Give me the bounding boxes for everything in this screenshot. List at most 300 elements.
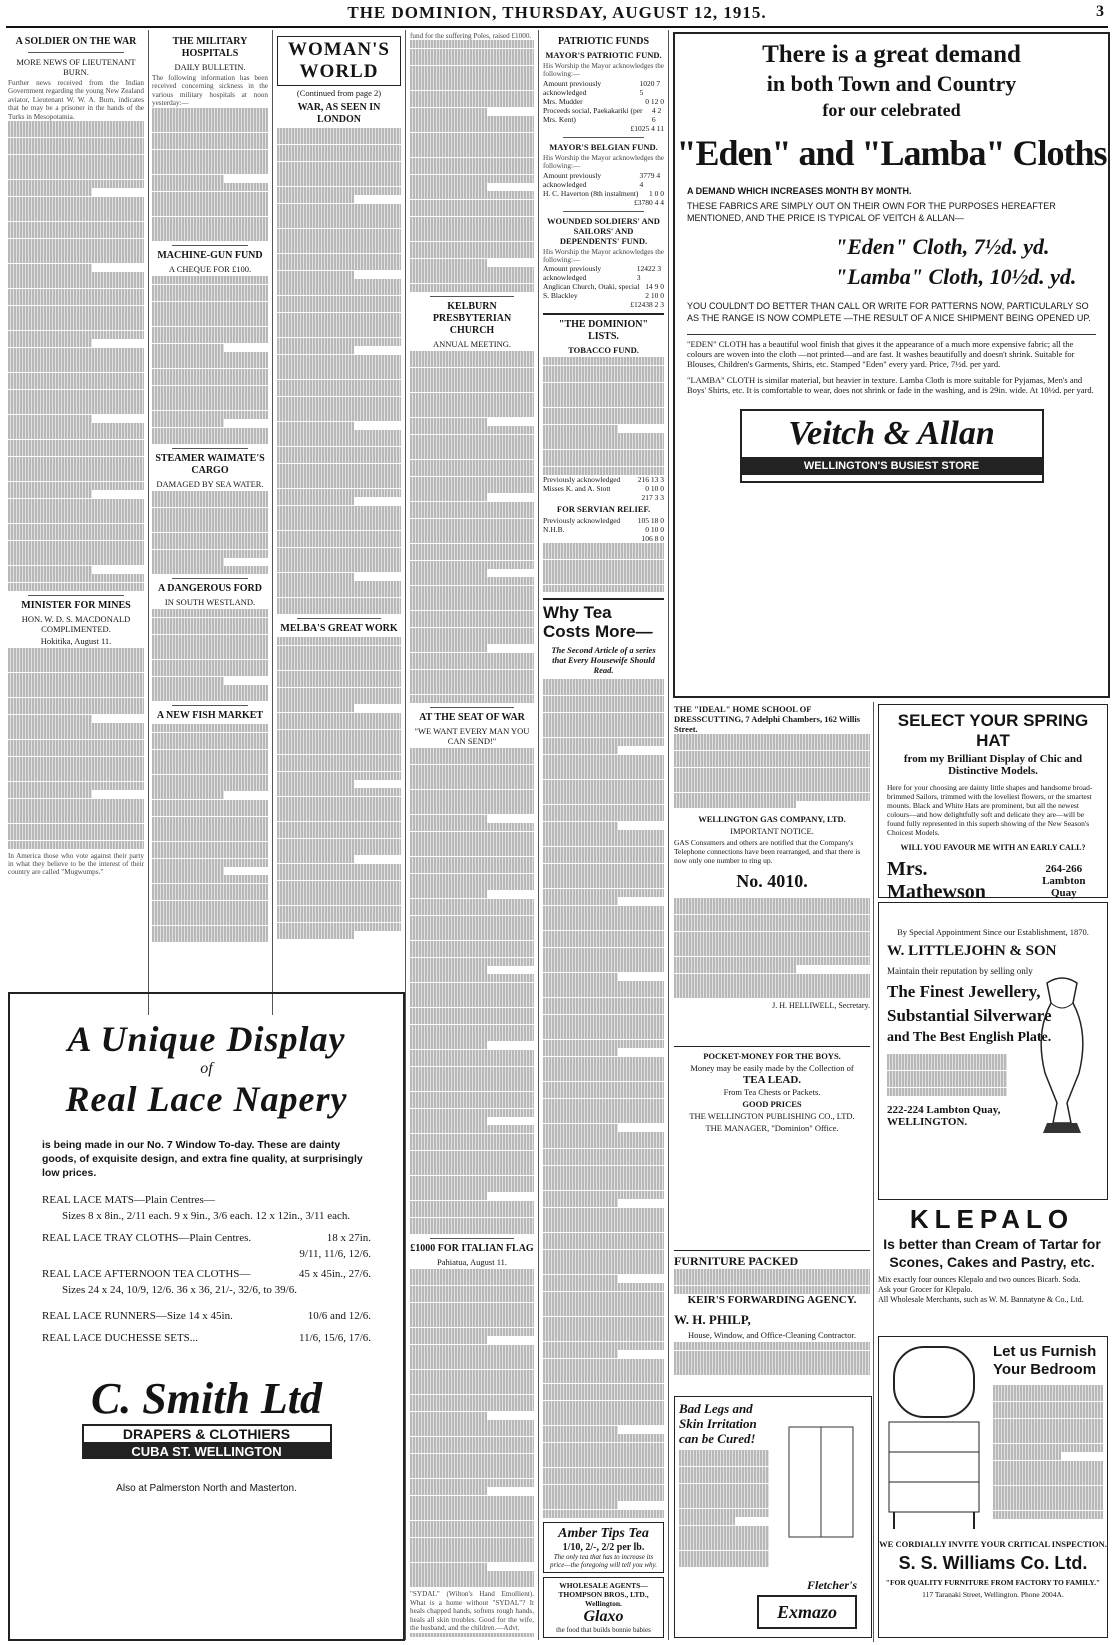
pocket-line-2: Money may be easily made by the Collection of	[690, 1063, 854, 1073]
dateline-pahiatua: Pahiatua, August 11.	[436, 1257, 508, 1268]
text-line	[277, 531, 401, 539]
text-line	[410, 857, 534, 865]
mathewson-name: Mrs. Mathewson	[887, 858, 986, 903]
text-line	[152, 225, 268, 233]
littlejohn-name: W. LITTLEJOHN & SON	[887, 943, 1057, 959]
text-line	[543, 357, 664, 365]
text-line	[410, 1117, 487, 1125]
text-line	[993, 1410, 1103, 1418]
fund-row-value: 105 18 0	[637, 515, 664, 525]
text-line	[277, 589, 401, 597]
text-line	[410, 1134, 534, 1142]
text-line	[152, 233, 268, 241]
text-line	[8, 740, 144, 748]
eden-line-3: for our celebrated	[822, 100, 961, 120]
text-line	[152, 285, 268, 293]
text-line	[277, 704, 354, 712]
spring-hat-title: SELECT YOUR SPRING HAT	[897, 711, 1089, 750]
text-line	[8, 129, 144, 137]
text-line	[277, 304, 401, 312]
text-line	[152, 175, 224, 183]
text-line	[410, 661, 534, 669]
text-line	[410, 519, 534, 527]
text-line	[543, 576, 664, 584]
text-line	[152, 116, 268, 124]
veitch-allan-logo	[740, 409, 1044, 483]
subhead-bulletin: DAILY BULLETIN.	[174, 62, 246, 72]
text-line	[277, 204, 401, 212]
text-line	[543, 1258, 664, 1266]
text-line	[152, 533, 268, 541]
text-line	[410, 175, 534, 183]
text-line	[277, 480, 401, 488]
text-line	[543, 721, 664, 729]
text-line	[543, 998, 664, 1006]
ad-body-lines	[674, 1269, 870, 1294]
text-line	[410, 907, 534, 915]
text-line	[277, 497, 354, 505]
klepalo-agents: All Wholesale Merchants, such as W. M. Bannatyne & Co., Ltd.	[878, 1295, 1084, 1304]
text-line	[543, 1300, 664, 1308]
c-smith-trade: DRAPERS & CLOTHIERS	[82, 1424, 332, 1444]
text-line	[543, 450, 664, 458]
philp-trade: House, Window, and Office-Cleaning Contractor.	[687, 1330, 857, 1341]
text-line	[993, 1435, 1103, 1443]
text-line	[277, 598, 401, 606]
text-line	[679, 1475, 769, 1483]
text-line	[277, 380, 401, 388]
headline-mines: MINISTER FOR MINES	[21, 599, 131, 611]
text-line	[277, 489, 401, 497]
text-line	[410, 924, 534, 932]
text-line	[993, 1469, 1103, 1477]
text-line	[152, 733, 268, 741]
headline-italian-flag: £1000 FOR ITALIAN FLAG	[410, 1243, 534, 1255]
text-line	[410, 66, 534, 74]
column-divider	[873, 702, 874, 1642]
text-line	[410, 1546, 534, 1554]
text-line	[152, 934, 268, 942]
article-body-lines	[410, 40, 534, 291]
pocket-money-ad	[674, 1046, 870, 1246]
text-line	[8, 406, 144, 414]
text-line	[410, 259, 487, 267]
sydal-notice: "SYDAL" (Wilton's Hand Emollient). What is a home without "SYDAL"? It heals chapped hands, softens rough hands, heals all skin troubles. Good for the wife, the husband, and the children.—Advt.	[410, 1590, 534, 1633]
text-line	[410, 1184, 534, 1192]
article-body-lines	[543, 679, 664, 1518]
text-line	[410, 359, 534, 367]
text-line	[277, 195, 354, 203]
exmazo-logo: Exmazo	[757, 1595, 857, 1629]
text-line	[8, 121, 144, 129]
text-line	[410, 393, 534, 401]
fund-row-label: Amount previously acknowledged	[543, 78, 602, 97]
text-line	[8, 757, 144, 765]
fund-row-label: Mrs. Mudder	[543, 96, 583, 106]
bedroom-ad	[878, 1336, 1108, 1638]
littlejohn-tag-2: The Finest Jewellery,	[887, 982, 1041, 1001]
text-line	[277, 212, 401, 220]
fund-row-value: 1020 7 5	[639, 78, 661, 97]
text-line	[679, 1484, 769, 1492]
text-line	[410, 250, 534, 258]
text-line	[543, 847, 664, 855]
text-line	[277, 271, 354, 279]
lace-title-2: of	[200, 1060, 213, 1077]
eden-line-4: "Eden" and "Lamba" Cloths	[676, 133, 1107, 173]
text-line	[8, 331, 144, 339]
littlejohn-appointment: By Special Appointment Since our Establishment, 1870.	[897, 927, 1089, 937]
ad-body-lines	[674, 898, 870, 998]
text-line	[8, 723, 144, 731]
text-line	[152, 685, 268, 693]
text-line	[277, 472, 401, 480]
text-line	[543, 822, 618, 830]
column-1	[8, 32, 144, 987]
pocket-line-7: THE MANAGER, "Dominion" Office.	[705, 1123, 839, 1133]
article-body-lines	[543, 357, 664, 474]
text-line	[410, 1496, 534, 1504]
text-line	[277, 855, 354, 863]
text-line	[410, 1361, 534, 1369]
gas-body: GAS Consumers and others are notified that the Company's Telephone connections have been rearranged, and that there is now only one number to ring up.	[674, 838, 861, 865]
fund-row-value: 1 0 0	[649, 188, 664, 198]
text-line	[674, 1367, 870, 1375]
text-line	[674, 1277, 870, 1285]
furniture-title: FURNITURE PACKED	[674, 1254, 799, 1268]
text-line	[277, 805, 401, 813]
text-line	[410, 678, 534, 686]
fund-row-value: 2 10 0	[645, 291, 664, 301]
lace-intro: is being made in our No. 7 Window To-day. These are dainty goods, of exquisite design, and extra fine quality, at surprisingly low prices.	[42, 1139, 363, 1179]
text-line	[8, 180, 144, 188]
text-line	[277, 730, 401, 738]
text-line	[679, 1509, 769, 1517]
text-line	[152, 626, 268, 634]
text-line	[152, 635, 268, 643]
text-line	[152, 377, 268, 385]
text-line	[543, 1048, 618, 1056]
text-line	[8, 782, 144, 790]
lamba-description: "LAMBA" CLOTH is similar material, but heavier in texture. Lamba Cloth is more suitable for Pyjamas, Men's and Boys' Shirts, etc. It is comfortable to wear, does not shrink or fade in the washing, and is 29in. wide. At 10½d. per yard.	[687, 375, 1094, 395]
text-line	[277, 564, 401, 572]
text-line	[8, 356, 144, 364]
text-line	[543, 1149, 664, 1157]
fund-row-label: Amount previously acknowledged	[543, 264, 602, 283]
text-line	[679, 1500, 769, 1508]
text-line	[410, 409, 534, 417]
text-line	[543, 864, 664, 872]
fund-row-value: 12422 3 3	[636, 264, 662, 283]
text-line	[543, 1065, 664, 1073]
article-lead: Further news received from the Indian Government regarding the young New Zealand aviator, Lieutenant W. W. A. Burn, indicates that he may be a prisoner in the hands of the Turks in Mesopotamia.	[8, 79, 144, 121]
text-line	[152, 833, 268, 841]
text-line	[277, 923, 401, 931]
text-line	[8, 698, 144, 706]
text-line	[8, 532, 144, 540]
subhead-cheque: A CHEQUE FOR £100.	[168, 264, 252, 275]
text-line	[543, 989, 664, 997]
text-line	[410, 116, 534, 124]
text-line	[8, 549, 144, 557]
text-line	[993, 1385, 1103, 1393]
article-body-lines	[410, 748, 534, 1234]
text-line	[543, 383, 664, 391]
text-line	[410, 781, 534, 789]
fund-row-label: Anglican Church, Otaki, special	[543, 282, 640, 292]
text-line	[410, 493, 487, 501]
text-line	[674, 923, 870, 931]
text-line	[543, 1015, 664, 1023]
text-line	[410, 577, 534, 585]
text-line	[8, 748, 144, 756]
text-line	[410, 569, 487, 577]
text-line	[8, 832, 144, 840]
text-line	[8, 541, 144, 549]
text-line	[410, 628, 534, 636]
text-line	[8, 230, 144, 238]
text-line	[410, 815, 487, 823]
column-4	[410, 32, 534, 1637]
text-line	[277, 296, 401, 304]
wardrobe-illustration-icon	[781, 1417, 861, 1547]
spring-hat-body: Here for your choosing are dainty little shapes and handsome broad-brimmed Sailors, trimmed with the loveliest flowers, or the smartest mounts. Black and White Hats are prominent, but all the newest colours—and how delightfully soft and delicate they are—will be found fully represented in this superb showing of the New Season's Choicest Models.	[887, 783, 1093, 837]
glaxo-agents: WHOLESALE AGENTS—	[559, 1580, 648, 1590]
article-body-lines	[152, 108, 268, 242]
lace-row: REAL LACE TRAY CLOTHS—Plain Centres. 18 x 27in.	[42, 1232, 371, 1244]
text-line	[152, 859, 268, 867]
fund-title: WOUNDED SOLDIERS' AND SAILORS' AND DEPENDENTS' FUND.	[547, 215, 660, 246]
text-line	[277, 338, 401, 346]
text-line	[410, 773, 534, 781]
text-line	[543, 1073, 664, 1081]
text-line	[543, 1359, 664, 1367]
text-line	[543, 687, 664, 695]
text-line	[410, 368, 534, 376]
lace-row: 9/11, 11/6, 12/6.	[299, 1248, 371, 1260]
text-line	[410, 217, 534, 225]
text-line	[277, 556, 401, 564]
fund-row-value: 0 10 0	[645, 483, 664, 493]
text-line	[410, 1083, 534, 1091]
text-line	[674, 793, 870, 801]
text-line	[887, 1088, 1007, 1096]
text-line	[8, 239, 144, 247]
text-line	[8, 482, 144, 490]
text-line	[8, 364, 144, 372]
text-line	[410, 586, 534, 594]
text-line	[410, 890, 487, 898]
text-line	[8, 213, 144, 221]
text-line	[277, 153, 401, 161]
text-line	[277, 830, 401, 838]
text-line	[410, 74, 534, 82]
text-line	[679, 1467, 769, 1475]
text-line	[152, 516, 268, 524]
text-line	[410, 418, 487, 426]
text-line	[410, 1067, 534, 1075]
text-line	[543, 1350, 618, 1358]
eden-line-7: YOU COULDN'T DO BETTER THAN CALL OR WRITE FOR PATTERNS NOW, PARTICULARLY SO AS THE RANGE IS NOW COMPLETE —THE RESULT OF A NICE SHIPMENT BEING OPENED UP.	[687, 301, 1091, 323]
text-line	[277, 363, 401, 371]
mathewson-addr-2: Lambton Quay	[1042, 875, 1086, 899]
text-line	[679, 1534, 769, 1542]
text-line	[543, 1443, 664, 1451]
klepalo-mix: Mix exactly four ounces Klepalo and two ounces Bicarb. Soda.	[878, 1275, 1081, 1284]
text-line	[410, 1571, 534, 1579]
text-line	[8, 188, 92, 196]
text-line	[152, 566, 268, 574]
fund-row-value: 14 9 0	[645, 282, 664, 292]
servian-fund-title: FOR SERVIAN RELIEF.	[556, 503, 651, 514]
text-line	[543, 1308, 664, 1316]
c-smith-address: CUBA ST. WELLINGTON	[82, 1444, 332, 1459]
text-line	[410, 544, 534, 552]
text-line	[152, 609, 268, 617]
text-line	[543, 931, 664, 939]
text-line	[152, 741, 268, 749]
text-line	[410, 1192, 487, 1200]
text-line	[410, 1538, 534, 1546]
text-line	[543, 467, 664, 475]
text-line	[543, 1317, 664, 1325]
text-line	[679, 1551, 769, 1559]
tea-subtitle: The Second Article of a series that Every Housewife Should Read.	[551, 645, 656, 675]
text-line	[152, 124, 268, 132]
text-line	[543, 1485, 664, 1493]
headline-seat-of-war: AT THE SEAT OF WAR	[419, 711, 525, 723]
text-line	[543, 1417, 664, 1425]
text-line	[152, 550, 268, 558]
text-line	[543, 1199, 618, 1207]
text-line	[410, 225, 534, 233]
text-line	[543, 1476, 664, 1484]
text-line	[543, 1082, 664, 1090]
text-line	[277, 581, 401, 589]
text-line	[152, 302, 268, 310]
text-line	[543, 1451, 664, 1459]
gas-signature: J. H. HELLIWELL, Secretary.	[772, 1001, 870, 1011]
text-line	[410, 1311, 534, 1319]
text-line	[277, 220, 401, 228]
text-line	[152, 867, 224, 875]
text-line	[543, 1384, 664, 1392]
text-line	[410, 552, 534, 560]
text-line	[543, 1250, 664, 1258]
text-line	[543, 1099, 664, 1107]
text-line	[152, 750, 268, 758]
legs-title: Bad Legs and Skin Irritation can be Cured!	[679, 1401, 757, 1446]
eden-price: "Eden" Cloth, 7½d. yd.	[835, 234, 1050, 259]
text-line	[410, 974, 534, 982]
text-line	[152, 892, 268, 900]
text-line	[679, 1450, 769, 1458]
lace-title-1: A Unique Display	[67, 1019, 346, 1059]
text-line	[277, 654, 401, 662]
tea-title-2: Costs More—	[543, 622, 653, 641]
text-line	[277, 321, 401, 329]
text-line	[410, 535, 534, 543]
fund-intro: His Worship the Mayor acknowledges the following:—	[543, 247, 664, 265]
text-line	[410, 670, 534, 678]
text-line	[543, 374, 664, 382]
text-line	[410, 756, 534, 764]
ad-body-lines	[887, 1054, 1007, 1096]
text-line	[8, 673, 144, 681]
text-line	[674, 948, 870, 956]
text-line	[8, 440, 144, 448]
text-line	[410, 1319, 534, 1327]
text-line	[152, 508, 268, 516]
text-line	[410, 1176, 534, 1184]
text-line	[543, 1325, 664, 1333]
text-line	[277, 254, 401, 262]
text-line	[277, 229, 401, 237]
text-line	[410, 401, 534, 409]
text-line	[674, 751, 870, 759]
text-line	[543, 788, 664, 796]
text-line	[410, 527, 534, 535]
text-line	[993, 1444, 1103, 1452]
text-line	[543, 1375, 664, 1383]
legs-brand: Fletcher's	[807, 1578, 857, 1592]
amber-tips-price: 1/10, 2/-, 2/2 per lb.	[562, 1541, 645, 1553]
text-line	[410, 1403, 534, 1411]
text-line	[543, 416, 664, 424]
text-line	[410, 1100, 534, 1108]
text-line	[993, 1461, 1103, 1469]
headline-ford: A DANGEROUS FORD	[158, 583, 262, 595]
masthead	[6, 2, 1108, 28]
text-line	[679, 1559, 769, 1567]
text-line	[410, 848, 534, 856]
article-body-lines	[152, 491, 268, 575]
text-line	[543, 704, 664, 712]
text-line	[410, 49, 534, 57]
text-line	[152, 344, 224, 352]
dressing-table-icon	[879, 1337, 989, 1537]
text-line	[277, 464, 401, 472]
text-line	[277, 772, 401, 780]
text-line	[8, 815, 144, 823]
text-line	[8, 566, 92, 574]
text-line	[543, 830, 664, 838]
text-line	[152, 158, 268, 166]
text-line	[410, 1142, 534, 1150]
article-body-lines	[152, 276, 268, 443]
text-line	[410, 1050, 534, 1058]
text-line	[277, 162, 401, 170]
littlejohn-tag-4: and The Best English Plate.	[887, 1030, 1052, 1045]
text-line	[410, 1201, 534, 1209]
text-line	[410, 1025, 534, 1033]
text-line	[410, 1462, 534, 1470]
text-line	[152, 783, 268, 791]
klepalo-ad	[878, 1204, 1106, 1330]
text-line	[543, 568, 664, 576]
fund-intro: His Worship the Mayor acknowledges the following:—	[543, 153, 664, 171]
text-line	[674, 742, 870, 750]
text-line	[543, 1468, 664, 1476]
text-line	[543, 897, 618, 905]
text-line	[152, 436, 268, 444]
text-line	[993, 1486, 1103, 1494]
lace-title-3: Real Lace Napery	[65, 1079, 348, 1119]
text-line	[543, 1216, 664, 1224]
text-line	[277, 606, 401, 614]
bedroom-invite: WE CORDIALLY INVITE YOUR CRITICAL INSPECTION.	[879, 1539, 1107, 1549]
article-body-lines	[410, 1269, 534, 1587]
